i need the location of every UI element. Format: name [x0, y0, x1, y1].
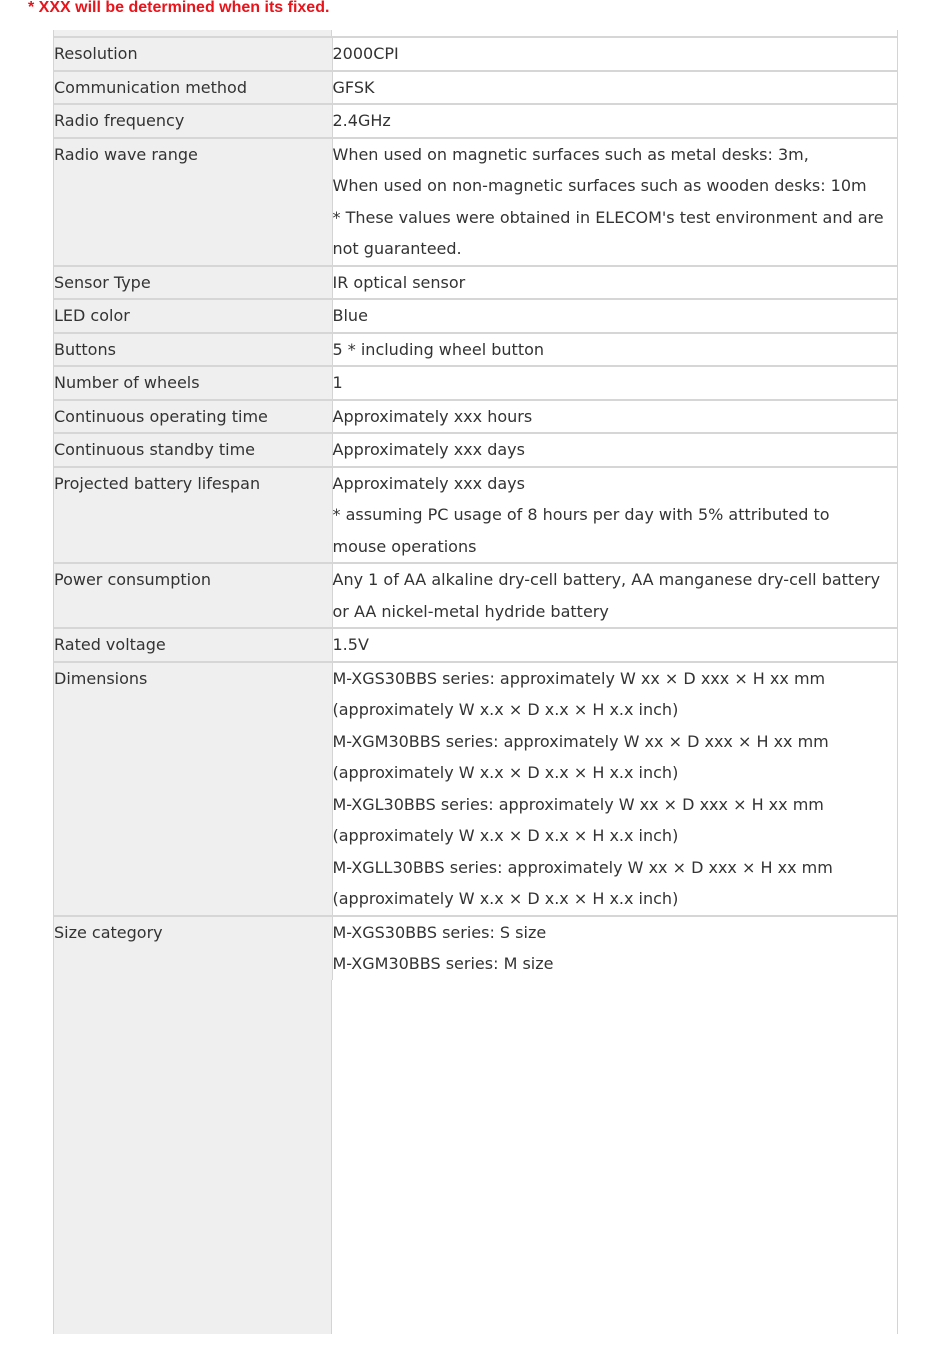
spec-value-line: Approximately xxx days [332, 440, 525, 459]
spec-label: Rated voltage [54, 628, 332, 662]
spec-value [332, 662, 897, 916]
spec-value-line: M-XGLL30BBS series: approximately W xx × D xxx × H xx mm [332, 857, 833, 877]
spec-row [54, 916, 897, 980]
spec-value-line: When used on non-magnetic surfaces such as wooden desks: 10m [332, 176, 867, 195]
spec-label: Buttons [54, 333, 332, 367]
spec-label: Projected battery lifespan [54, 467, 332, 564]
spec-label: Power consumption [54, 563, 332, 628]
spec-label: Radio wave range [54, 138, 332, 266]
spec-row [54, 467, 897, 564]
spec-label: Resolution [54, 37, 332, 71]
spec-value [332, 71, 897, 105]
spec-label: Continuous operating time [54, 400, 332, 434]
spec-value-line: Any 1 of AA alkaline dry-cell battery, AA manganese dry-cell battery [332, 570, 881, 589]
spec-row [54, 366, 897, 400]
spec-table-container [53, 30, 898, 1334]
spec-label: Radio frequency [54, 104, 332, 138]
spec-table-body [54, 37, 897, 980]
spec-label: LED color [54, 299, 332, 333]
spec-label: Dimensions [54, 662, 332, 916]
spec-value [332, 467, 897, 564]
spec-value-line: mouse operations [332, 536, 477, 556]
spec-value-line: Blue [332, 306, 368, 325]
spec-value-line: 2.4GHz [332, 111, 391, 130]
spec-value-line: Approximately xxx days [332, 473, 525, 493]
spec-value-line: M-XGS30BBS series: approximately W xx × D xxx × H xx mm [332, 668, 826, 688]
spec-label: Number of wheels [54, 366, 332, 400]
spec-value [332, 400, 897, 434]
spec-row [54, 138, 897, 266]
spec-value-line: * These values were obtained in ELECOM's test environment and are [332, 207, 884, 227]
spec-label: Sensor Type [54, 266, 332, 300]
spec-value-line: 2000CPI [332, 44, 399, 63]
spec-value [332, 37, 897, 71]
spec-value [332, 628, 897, 662]
spec-value [332, 266, 897, 300]
spec-value-line: (approximately W x.x × D x.x × H x.x inch) [332, 700, 679, 719]
tbd-notice: * XXX will be determined when its fixed. [28, 0, 330, 16]
spec-value [332, 916, 897, 980]
spec-row [54, 433, 897, 467]
spec-value [332, 333, 897, 367]
spec-row [54, 628, 897, 662]
spec-label: Continuous standby time [54, 433, 332, 467]
spec-value-line: not guaranteed. [332, 239, 462, 258]
spec-value-line: or AA nickel-metal hydride battery [332, 601, 609, 621]
spec-row [54, 400, 897, 434]
spec-value-line: IR optical sensor [332, 272, 466, 292]
spec-value [332, 299, 897, 333]
spec-value-line: 1 [332, 373, 343, 392]
spec-row [54, 71, 897, 105]
spec-value-line: (approximately W x.x × D x.x × H x.x inch) [332, 763, 679, 782]
spec-value-line: 1.5V [332, 635, 369, 654]
spec-row [54, 299, 897, 333]
spec-value-line: GFSK [332, 77, 375, 97]
spec-label: Communication method [54, 71, 332, 105]
spec-value [332, 366, 897, 400]
spec-value [332, 104, 897, 138]
spec-value [332, 138, 897, 266]
spec-value-line: (approximately W x.x × D x.x × H x.x inch) [332, 889, 679, 908]
spec-value-line: (approximately W x.x × D x.x × H x.x inch) [332, 826, 679, 845]
spec-value-line: * assuming PC usage of 8 hours per day with 5% attributed to [332, 505, 830, 524]
spec-value-line: M-XGM30BBS series: approximately W xx × D xxx × H xx mm [332, 731, 829, 751]
spec-row [54, 563, 897, 628]
spec-row [54, 37, 897, 71]
spec-row [54, 333, 897, 367]
spec-value-line: M-XGL30BBS series: approximately W xx × D xxx × H xx mm [332, 794, 824, 814]
spec-table [54, 36, 897, 980]
spec-value [332, 563, 897, 628]
spec-row [54, 104, 897, 138]
spec-value-line: 5 * including wheel button [332, 339, 545, 359]
spec-label: Size category [54, 916, 332, 980]
spec-value [332, 433, 897, 467]
spec-row [54, 266, 897, 300]
spec-value-line: When used on magnetic surfaces such as metal desks: 3m, [332, 144, 809, 164]
spec-value-line: M-XGM30BBS series: M size [332, 954, 554, 973]
spec-value-line: M-XGS30BBS series: S size [332, 922, 547, 942]
spec-value-line: Approximately xxx hours [332, 406, 533, 426]
spec-row [54, 662, 897, 916]
